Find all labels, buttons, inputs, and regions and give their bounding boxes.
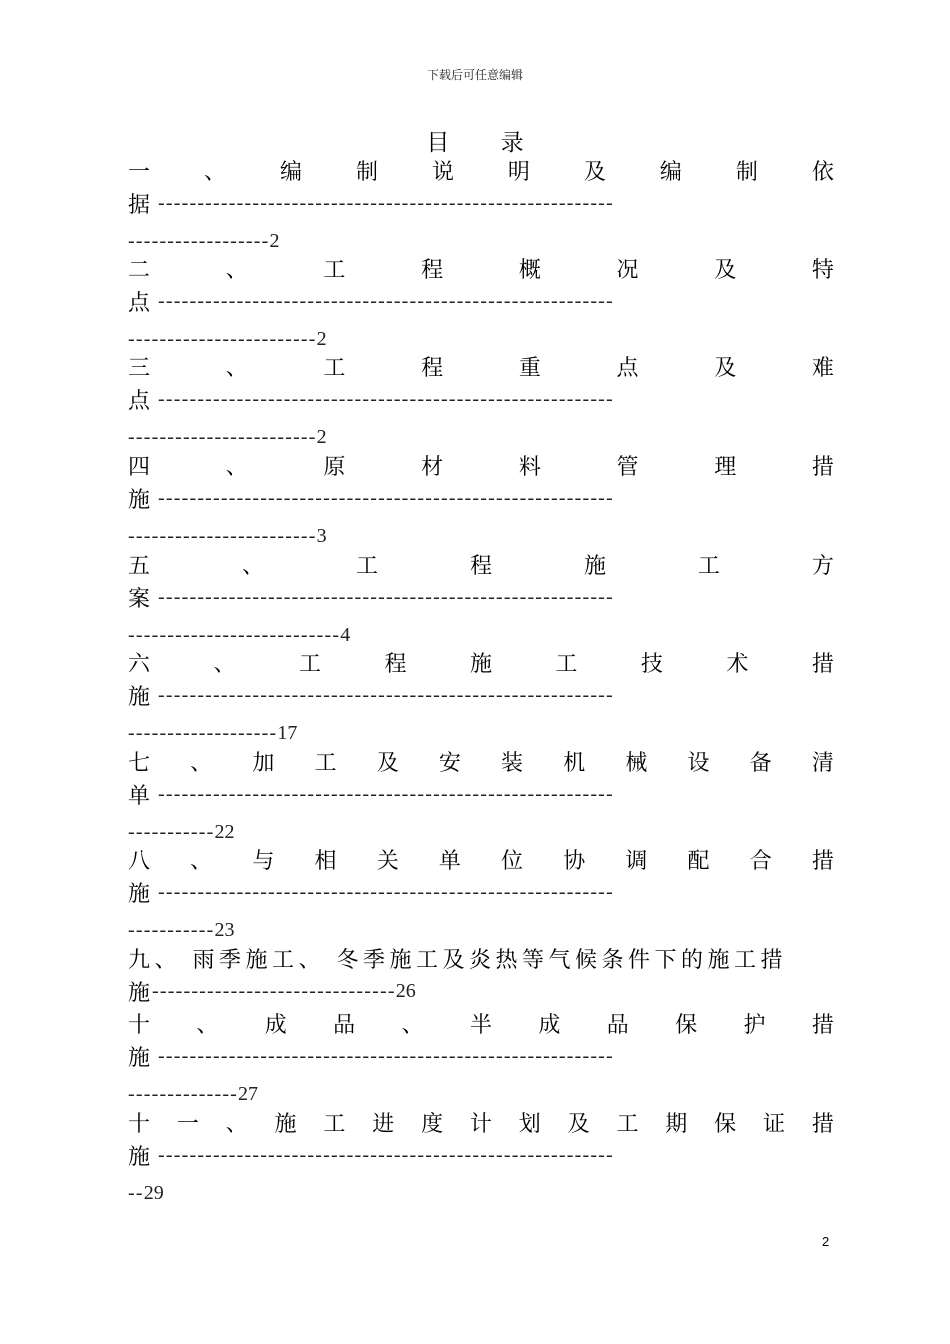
- toc-entry-11-title: [128, 1106, 834, 1139]
- toc-entry-8-leader: [128, 876, 834, 909]
- toc-page-number: 23: [214, 919, 235, 941]
- toc-title-char: 、: [225, 258, 248, 283]
- toc-entry-10-title: [128, 1007, 834, 1040]
- toc-title-char: 、: [241, 554, 264, 579]
- toc-entry-5-title: [128, 548, 834, 581]
- toc-entry-10-leader: [128, 1040, 834, 1073]
- toc-entry-2-page-line: [128, 318, 834, 351]
- toc-title: 目 录: [426, 130, 546, 156]
- toc-title-char: 、: [213, 652, 236, 677]
- toc-title-char: 程: [384, 652, 407, 677]
- toc-entry-6-page-line: [128, 712, 834, 745]
- toc-title-char: 安: [438, 751, 461, 776]
- toc-entry-8[interactable]: [128, 843, 834, 942]
- toc-page-number: 27: [238, 1083, 259, 1105]
- toc-leader-dashes: ----------------------------------------------------------: [158, 487, 614, 509]
- toc-title-char: 工: [298, 652, 321, 677]
- toc-title-char: 工: [323, 1112, 346, 1137]
- toc-entry-2[interactable]: [128, 252, 834, 351]
- toc-entry-9-dashes: -------------------------------: [152, 980, 396, 1002]
- toc-title-char: 加: [252, 751, 275, 776]
- toc-leader-dashes: ----------------------------------------------------------: [158, 192, 614, 214]
- toc-title-char: 、: [225, 455, 248, 480]
- toc-title-char: 、: [203, 160, 226, 185]
- toc-title-char: 理: [714, 455, 737, 480]
- toc-title-char: 关: [376, 849, 399, 874]
- toc-page-number: 2: [316, 328, 327, 350]
- toc-title-char: 工: [697, 554, 720, 579]
- toc-title-char: 工: [555, 652, 578, 677]
- toc-title-char: 技: [640, 652, 663, 677]
- toc-entry-11[interactable]: [128, 1106, 834, 1205]
- toc-entry-9-leader: [128, 975, 834, 1008]
- toc-leader-dashes: ------------------------: [128, 525, 317, 547]
- toc-leader-dashes: ----------------------------------------------------------: [158, 1045, 614, 1067]
- toc-title-char: 编: [659, 160, 682, 185]
- toc-title-char: 证: [762, 1112, 785, 1137]
- toc-page-number: 3: [316, 525, 327, 547]
- toc-title-char: 计: [469, 1112, 492, 1137]
- toc-entry-10-page-line: [128, 1073, 834, 1106]
- toc-entry-8-page-line: [128, 909, 834, 942]
- toc-title-char: 、: [401, 1013, 424, 1038]
- toc-leader-dashes: ------------------: [128, 230, 270, 252]
- toc-title-char: 半: [469, 1013, 492, 1038]
- toc-entry-9-lead: 施: [128, 981, 151, 1006]
- toc-page-number: 22: [214, 821, 235, 843]
- toc-title-char: 品: [606, 1013, 629, 1038]
- toc-leader-dashes: ---------------------------: [128, 624, 341, 646]
- toc-page-number: 17: [277, 722, 298, 744]
- toc-title-char: 装: [501, 751, 524, 776]
- toc-title-char: 五: [128, 554, 151, 579]
- toc-title-char: 保: [714, 1112, 737, 1137]
- toc-entry-3-page-line: [128, 416, 834, 449]
- toc-title-char: 护: [743, 1013, 766, 1038]
- toc-entry-6-title: [128, 646, 834, 679]
- toc-title-char: 工: [616, 1112, 639, 1137]
- toc-title-char: 制: [355, 160, 378, 185]
- toc-title-char: 合: [749, 849, 772, 874]
- toc-title-char: 四: [128, 455, 151, 480]
- toc-leader-dashes: -----------: [128, 919, 215, 941]
- toc-title-char: 措: [811, 1013, 834, 1038]
- toc-entry-lead-char: 据: [128, 193, 151, 218]
- toc-title-char: 、: [190, 751, 213, 776]
- toc-title-char: 及: [583, 160, 606, 185]
- toc-title-char: 及: [376, 751, 399, 776]
- toc-entry-11-page-line: [128, 1172, 834, 1205]
- toc-title-char: 料: [518, 455, 541, 480]
- toc-title-char: 明: [507, 160, 530, 185]
- toc-title-char: 划: [518, 1112, 541, 1137]
- toc-title-char: 制: [735, 160, 758, 185]
- toc-entry-5-leader: [128, 581, 834, 614]
- toc-title-char: 特: [811, 258, 834, 283]
- toc-entry-3-leader: [128, 383, 834, 416]
- toc-title-char: 材: [421, 455, 444, 480]
- toc-title-char: 及: [567, 1112, 590, 1137]
- toc-page-number: 29: [143, 1182, 164, 1204]
- toc-title-char: 成: [264, 1013, 287, 1038]
- toc-title-char: 机: [563, 751, 586, 776]
- toc-title-char: 措: [811, 849, 834, 874]
- toc-entry-7-page-line: [128, 811, 834, 844]
- toc-title-char: 措: [811, 1112, 834, 1137]
- toc-entry-6-leader: [128, 679, 834, 712]
- toc-entry-lead-char: 点: [128, 389, 151, 414]
- toc-title-char: 工: [314, 751, 337, 776]
- toc-title-char: 况: [616, 258, 639, 283]
- toc-title-char: 工: [355, 554, 378, 579]
- toc-leader-dashes: ----------------------------------------------------------: [158, 586, 614, 608]
- toc-entry-4-title: [128, 449, 834, 482]
- toc-title-char: 成: [538, 1013, 561, 1038]
- toc-entry-lead-char: 施: [128, 1145, 151, 1170]
- toc-entry-9-page: 26: [395, 980, 416, 1002]
- toc-title-char: 十: [128, 1112, 151, 1137]
- toc-title-char: 清: [811, 751, 834, 776]
- toc-page-number: 2: [269, 230, 280, 252]
- toc-title-char: 及: [714, 258, 737, 283]
- toc-title-char: 械: [625, 751, 648, 776]
- toc-title-char: 相: [314, 849, 337, 874]
- toc-entry-9-title: 九、 雨季施工、 冬季施工及炎热等气候条件下的施工措: [128, 948, 787, 973]
- toc-title-char: 、: [225, 1112, 248, 1137]
- toc-title-char: 协: [563, 849, 586, 874]
- toc-entry-6[interactable]: [128, 646, 834, 745]
- toc-leader-dashes: --: [128, 1182, 144, 1204]
- toc-title-char: 一: [128, 160, 151, 185]
- toc-title-char: 依: [811, 160, 834, 185]
- toc-entry-lead-char: 施: [128, 488, 151, 513]
- toc-title-char: 编: [279, 160, 302, 185]
- toc-leader-dashes: ----------------------------------------------------------: [158, 881, 614, 903]
- toc-title-char: 程: [469, 554, 492, 579]
- toc-title-char: 程: [421, 258, 444, 283]
- toc-title-char: 七: [128, 751, 151, 776]
- toc-title-char: 期: [665, 1112, 688, 1137]
- toc-entry-lead-char: 施: [128, 685, 151, 710]
- toc-title-char: 及: [714, 356, 737, 381]
- toc-title-char: 八: [128, 849, 151, 874]
- toc-entry-5[interactable]: [128, 548, 834, 647]
- toc-title-char: 一: [176, 1112, 199, 1137]
- toc-title-char: 概: [518, 258, 541, 283]
- toc-title-char: 保: [675, 1013, 698, 1038]
- toc-title-char: 设: [687, 751, 710, 776]
- toc-entry-3[interactable]: [128, 350, 834, 449]
- toc-title-char: 说: [431, 160, 454, 185]
- toc-entry-9[interactable]: [128, 942, 834, 1008]
- toc-entry-4-page-line: [128, 515, 834, 548]
- toc-title-char: 术: [726, 652, 749, 677]
- toc-page-number: 4: [340, 624, 351, 646]
- toc-title-char: 二: [128, 258, 151, 283]
- toc-leader-dashes: ------------------------: [128, 328, 317, 350]
- toc-entry-4[interactable]: [128, 449, 834, 548]
- toc-title-char: 配: [687, 849, 710, 874]
- toc-title-char: 施: [274, 1112, 297, 1137]
- toc-entry-lead-char: 施: [128, 1046, 151, 1071]
- toc-entry-8-title: [128, 843, 834, 876]
- toc-title-char: 品: [333, 1013, 356, 1038]
- toc-entry-7[interactable]: [128, 745, 834, 844]
- toc-title-char: 与: [252, 849, 275, 874]
- toc-entry-4-leader: [128, 482, 834, 515]
- toc-entry-lead-char: 施: [128, 882, 151, 907]
- toc-entry-3-title: [128, 350, 834, 383]
- toc-title-char: 调: [625, 849, 648, 874]
- toc-title-char: 度: [421, 1112, 444, 1137]
- toc-entry-2-leader: [128, 285, 834, 318]
- toc-title-char: 三: [128, 356, 151, 381]
- toc-entry-7-title: [128, 745, 834, 778]
- toc-title-char: 点: [616, 356, 639, 381]
- toc-title-char: 工: [323, 258, 346, 283]
- toc-leader-dashes: ----------------------------------------------------------: [158, 388, 614, 410]
- toc-page-number: 2: [316, 426, 327, 448]
- page-number: 2: [822, 1234, 830, 1249]
- toc-entry-1-page-line: [128, 220, 834, 253]
- toc-title-char: 备: [749, 751, 772, 776]
- toc-leader-dashes: -----------: [128, 821, 215, 843]
- toc-title-char: 工: [323, 356, 346, 381]
- toc-title-char: 六: [128, 652, 151, 677]
- toc-entry-lead-char: 点: [128, 291, 151, 316]
- toc-entry-1-leader: [128, 187, 834, 220]
- toc-title-char: 进: [372, 1112, 395, 1137]
- toc-title-char: 重: [518, 356, 541, 381]
- toc-entry-1[interactable]: [128, 154, 834, 253]
- toc-leader-dashes: --------------: [128, 1083, 239, 1105]
- page-header: 下载后可任意编辑: [426, 68, 523, 82]
- toc-title-char: 难: [811, 356, 834, 381]
- toc-entry-10[interactable]: [128, 1007, 834, 1106]
- toc-title-char: 施: [469, 652, 492, 677]
- toc-title-char: 程: [421, 356, 444, 381]
- toc-title-char: 措: [811, 652, 834, 677]
- toc-leader-dashes: -------------------: [128, 722, 278, 744]
- toc-title-char: 十: [128, 1013, 151, 1038]
- toc-title-char: 原: [323, 455, 346, 480]
- toc-title-char: 施: [583, 554, 606, 579]
- toc-entry-1-title: [128, 154, 834, 187]
- toc-title-char: 位: [501, 849, 524, 874]
- toc-entry-7-leader: [128, 778, 834, 811]
- toc-entry-2-title: [128, 252, 834, 285]
- toc-entry-5-page-line: [128, 614, 834, 647]
- toc-leader-dashes: ------------------------: [128, 426, 317, 448]
- toc-title-char: 、: [225, 356, 248, 381]
- toc-title-char: 单: [438, 849, 461, 874]
- toc-title-char: 、: [190, 849, 213, 874]
- toc-entry-lead-char: 单: [128, 784, 151, 809]
- toc-title-char: 、: [196, 1013, 219, 1038]
- toc-entry-11-leader: [128, 1139, 834, 1172]
- toc-title-char: 管: [616, 455, 639, 480]
- toc-leader-dashes: ----------------------------------------------------------: [158, 783, 614, 805]
- toc-leader-dashes: ----------------------------------------------------------: [158, 290, 614, 312]
- toc-entry-lead-char: 案: [128, 587, 151, 612]
- toc-leader-dashes: ----------------------------------------------------------: [158, 684, 614, 706]
- toc-title-char: 方: [811, 554, 834, 579]
- toc-leader-dashes: ----------------------------------------------------------: [158, 1144, 614, 1166]
- toc-title-char: 措: [811, 455, 834, 480]
